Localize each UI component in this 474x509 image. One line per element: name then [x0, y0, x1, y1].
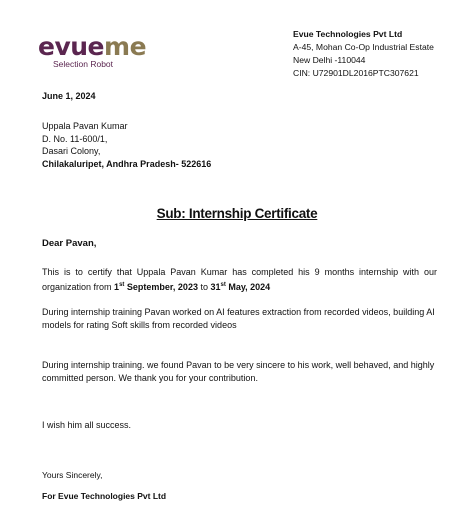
para1-to: to: [197, 281, 211, 292]
paragraph-wishes: I wish him all success.: [42, 420, 132, 430]
company-address-block: [293, 28, 434, 80]
start-day-suffix: st: [119, 281, 125, 288]
paragraph-feedback: During internship training. we found Pavan to be very sincere to his work, well behaved, and highly committed person. We thank you for your contribution.: [42, 360, 435, 383]
recipient-line1: D. No. 11-600/1,: [42, 133, 108, 144]
para1-text: This is to certify that Uppala Pavan Kumar has completed his 9 months internship with our organization from: [42, 267, 437, 292]
letter-date: June 1, 2024: [42, 91, 96, 101]
recipient-name: Uppala Pavan Kumar: [42, 121, 128, 131]
start-month-year: September, 2023: [124, 281, 198, 292]
paragraph-work: During internship training Pavan worked on AI features extraction from recorded videos, building AI models for rating Soft skills from recorded videos: [42, 307, 435, 330]
recipient-line2: Dasari Colony,: [42, 146, 101, 156]
logo-word-part2: me: [104, 32, 147, 61]
logo-word-part1: evue: [38, 32, 105, 61]
end-month-year: May, 2024: [225, 281, 271, 292]
logo-tagline: Selection Robot: [53, 59, 114, 69]
company-address-line2: New Delhi -110044: [293, 55, 366, 65]
end-date: [210, 282, 270, 292]
end-day: 31: [210, 281, 221, 292]
logo-wordmark: [38, 34, 148, 60]
recipient-line3: Chilakaluripet, Andhra Pradesh- 522616: [42, 158, 212, 169]
start-date: [114, 282, 198, 292]
company-name: Evue Technologies Pvt Ltd: [293, 29, 403, 39]
signoff: For Evue Technologies Pvt Ltd: [42, 491, 167, 501]
greeting: Dear Pavan,: [42, 238, 97, 249]
paragraph-certification: [42, 266, 437, 293]
recipient-address-block: [42, 120, 211, 170]
closing: Yours Sincerely,: [42, 470, 103, 480]
company-address-line1: A-45, Mohan Co-Op Industrial Estate: [293, 42, 434, 52]
company-cin: CIN: U72901DL2016PTC307621: [293, 68, 419, 78]
company-logo: [38, 34, 148, 69]
end-day-suffix: st: [220, 281, 226, 288]
start-day: 1: [114, 281, 120, 292]
letter-subject: Sub: Internship Certificate: [156, 206, 318, 221]
